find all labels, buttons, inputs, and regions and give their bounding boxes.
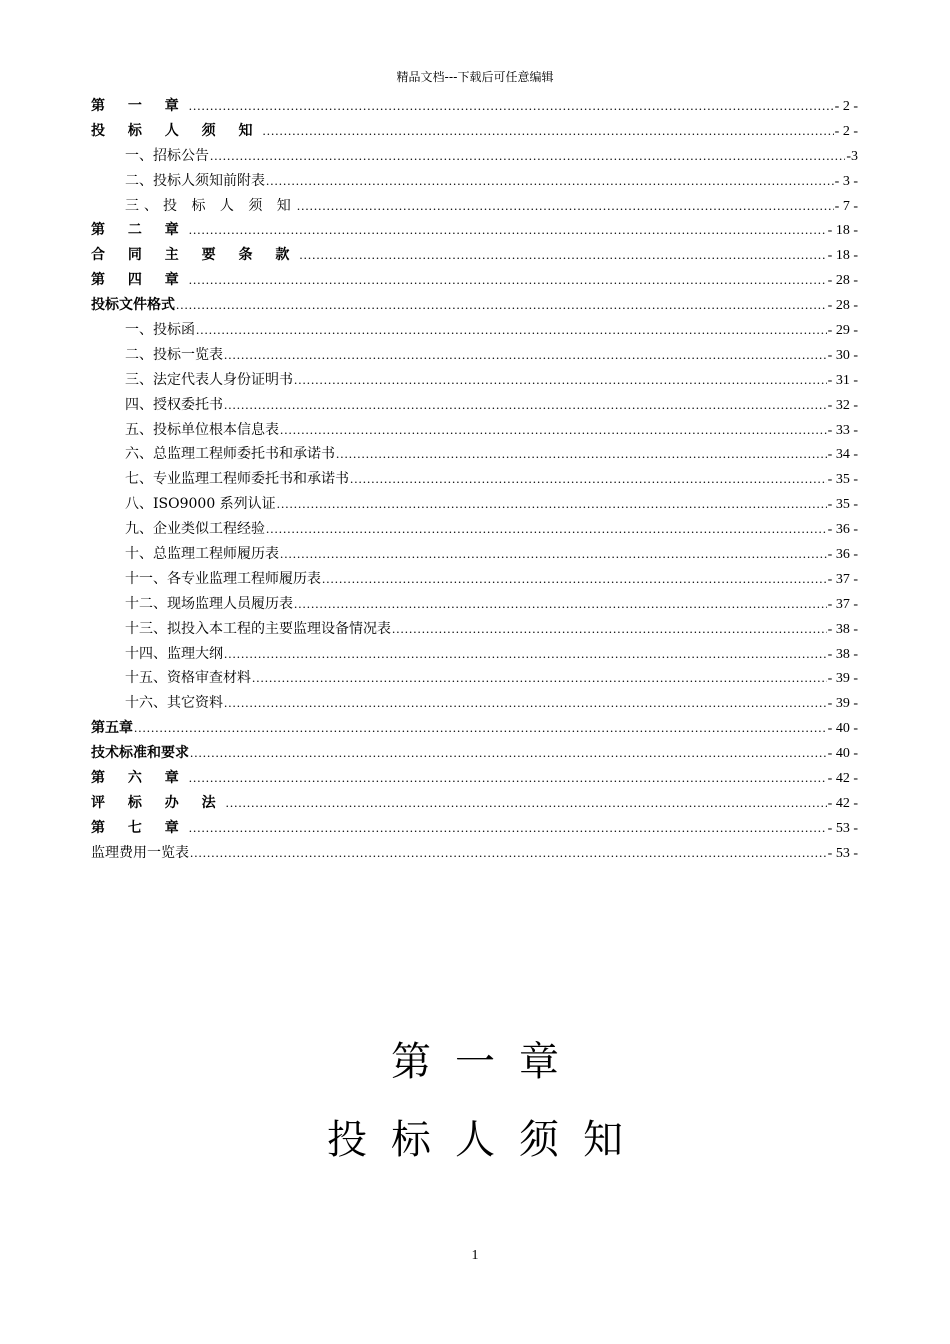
table-of-contents	[91, 95, 858, 867]
toc-leader-dots	[224, 646, 827, 662]
toc-leader-dots	[299, 247, 826, 263]
toc-entry-label: 二、投标一览表	[125, 346, 223, 363]
toc-entry-page: - 53 -	[827, 845, 858, 861]
toc-entry-label: 第 四 章	[91, 272, 188, 289]
toc-leader-dots	[294, 372, 827, 388]
toc-entry-page: - 40 -	[827, 721, 858, 737]
toc-leader-dots	[190, 745, 827, 761]
toc-leader-dots	[280, 546, 827, 562]
toc-entry-label: 投标文件格式	[91, 297, 175, 314]
toc-entry[interactable]	[91, 643, 858, 668]
toc-entry[interactable]	[91, 842, 858, 867]
toc-entry-page: - 37 -	[827, 571, 858, 587]
toc-leader-dots	[189, 98, 834, 114]
toc-entry[interactable]	[91, 443, 858, 468]
toc-entry[interactable]	[91, 692, 858, 717]
toc-entry-page: - 3 -	[834, 173, 858, 189]
toc-entry[interactable]	[91, 319, 858, 344]
toc-entry-page: - 30 -	[827, 347, 858, 363]
toc-leader-dots	[176, 297, 827, 313]
toc-entry[interactable]	[91, 593, 858, 618]
toc-entry-label: 六、总监理工程师委托书和承诺书	[125, 446, 335, 463]
toc-entry-label: 第五章	[91, 720, 133, 737]
toc-entry[interactable]	[91, 568, 858, 593]
toc-entry-page: - 38 -	[827, 646, 858, 662]
toc-entry-page: - 18 -	[827, 248, 858, 264]
toc-entry-label: 十、总监理工程师履历表	[125, 546, 279, 563]
toc-entry-page: - 2 -	[834, 123, 858, 139]
toc-entry-page: - 39 -	[827, 671, 858, 687]
toc-entry-page: - 7 -	[834, 198, 858, 214]
toc-entry[interactable]	[91, 95, 858, 120]
toc-entry[interactable]	[91, 145, 858, 170]
toc-entry-label: 四、授权委托书	[125, 396, 223, 413]
page-header: 精品文档---下载后可任意编辑	[396, 70, 554, 84]
toc-leader-dots	[252, 670, 827, 686]
toc-entry[interactable]	[91, 269, 858, 294]
toc-entry[interactable]	[91, 543, 858, 568]
toc-entry-label: 五、投标单位根本信息表	[125, 421, 279, 438]
toc-entry-page: - 35 -	[827, 472, 858, 488]
toc-leader-dots	[189, 820, 827, 836]
toc-entry[interactable]	[91, 767, 858, 792]
chapter-title: 第一章	[391, 1039, 583, 1085]
toc-entry-label: 评 标 办 法	[91, 794, 225, 811]
toc-entry[interactable]	[91, 369, 858, 394]
toc-entry-page: - 36 -	[827, 522, 858, 538]
page-number: 1	[471, 1248, 479, 1263]
toc-leader-dots	[266, 521, 827, 537]
toc-entry-label: 第 六 章	[91, 770, 188, 787]
toc-entry-page: - 53 -	[827, 820, 858, 836]
toc-leader-dots	[294, 596, 827, 612]
toc-entry-label: 三、法定代表人身份证明书	[125, 371, 293, 388]
toc-entry-page: - 38 -	[827, 621, 858, 637]
toc-entry[interactable]	[91, 120, 858, 145]
toc-entry-label: 十四、监理大纲	[125, 645, 223, 662]
chapter-subtitle: 投标人须知	[327, 1117, 647, 1163]
toc-leader-dots	[210, 148, 845, 164]
toc-entry-page: - 36 -	[827, 547, 858, 563]
toc-entry-page: - 37 -	[827, 596, 858, 612]
toc-entry[interactable]	[91, 419, 858, 444]
toc-entry-page: - 32 -	[827, 397, 858, 413]
toc-entry-page: - 35 -	[827, 497, 858, 513]
toc-entry[interactable]	[91, 618, 858, 643]
toc-entry-label: 八、ISO9000 系列认证	[125, 496, 276, 513]
toc-entry[interactable]	[91, 792, 858, 817]
toc-leader-dots	[224, 695, 827, 711]
toc-entry-page: - 42 -	[827, 771, 858, 787]
toc-entry-label: 第 一 章	[91, 98, 188, 114]
toc-leader-dots	[336, 446, 827, 462]
toc-entry-label: 一、投标函	[125, 322, 195, 339]
toc-entry[interactable]	[91, 170, 858, 195]
toc-entry-label: 十二、现场监理人员履历表	[125, 595, 293, 612]
toc-entry-label: 七、专业监理工程师委托书和承诺书	[125, 471, 349, 488]
toc-entry-label: 九、企业类似工程经验	[125, 521, 265, 538]
toc-entry-label: 合 同 主 要 条 款	[91, 247, 299, 264]
toc-entry-page: - 18 -	[827, 223, 858, 239]
toc-entry-label: 二、投标人须知前附表	[125, 172, 265, 189]
toc-leader-dots	[280, 422, 827, 438]
toc-entry-label: 三、投 标 人 须 知	[125, 197, 296, 214]
toc-entry[interactable]	[91, 219, 858, 244]
toc-entry-label: 十五、资格审查材料	[125, 670, 251, 687]
toc-entry-page: - 29 -	[827, 323, 858, 339]
toc-entry[interactable]	[91, 717, 858, 742]
toc-leader-dots	[277, 496, 827, 512]
toc-leader-dots	[224, 397, 827, 413]
toc-leader-dots	[350, 471, 827, 487]
toc-leader-dots	[190, 845, 827, 861]
toc-leader-dots	[322, 571, 827, 587]
toc-entry-label: 第 二 章	[91, 222, 188, 239]
toc-leader-dots	[134, 720, 827, 736]
toc-entry-page: - 34 -	[827, 447, 858, 463]
toc-entry[interactable]	[91, 468, 858, 493]
toc-leader-dots	[226, 795, 827, 811]
toc-entry-label: 十六、其它资料	[125, 695, 223, 712]
toc-leader-dots	[263, 123, 834, 139]
toc-leader-dots	[297, 198, 834, 214]
toc-entry-page: - 28 -	[827, 273, 858, 289]
toc-entry[interactable]	[91, 394, 858, 419]
toc-entry-page: - 39 -	[827, 696, 858, 712]
toc-leader-dots	[189, 770, 827, 786]
toc-entry[interactable]	[91, 518, 858, 543]
toc-entry-label: 十一、各专业监理工程师履历表	[125, 570, 321, 587]
toc-entry-page: - 33 -	[827, 422, 858, 438]
toc-entry[interactable]	[91, 817, 858, 842]
toc-entry-page: - 2 -	[834, 99, 858, 114]
toc-leader-dots	[224, 347, 827, 363]
toc-entry[interactable]	[91, 667, 858, 692]
toc-entry[interactable]	[91, 344, 858, 369]
toc-entry-page: - 28 -	[827, 298, 858, 314]
toc-entry[interactable]	[91, 195, 858, 220]
toc-entry-label: 监理费用一览表	[91, 844, 189, 861]
toc-entry[interactable]	[91, 742, 858, 767]
toc-entry-page: - 31 -	[827, 372, 858, 388]
toc-entry-page: - 42 -	[827, 795, 858, 811]
toc-entry-page: - 40 -	[827, 746, 858, 762]
toc-entry-label: 第 七 章	[91, 819, 188, 836]
toc-leader-dots	[392, 621, 827, 637]
toc-entry[interactable]	[91, 244, 858, 269]
toc-leader-dots	[189, 272, 827, 288]
toc-entry-label: 一、招标公告	[125, 147, 209, 164]
toc-entry-label: 十三、拟投入本工程的主要监理设备情况表	[125, 620, 391, 637]
toc-leader-dots	[189, 222, 827, 238]
toc-entry-page: -3	[846, 148, 858, 164]
toc-entry-label: 技术标准和要求	[91, 745, 189, 762]
toc-leader-dots	[196, 322, 827, 338]
toc-entry[interactable]	[91, 294, 858, 319]
toc-entry-label: 投 标 人 须 知	[91, 122, 262, 139]
toc-entry[interactable]	[91, 493, 858, 518]
toc-leader-dots	[266, 173, 834, 189]
